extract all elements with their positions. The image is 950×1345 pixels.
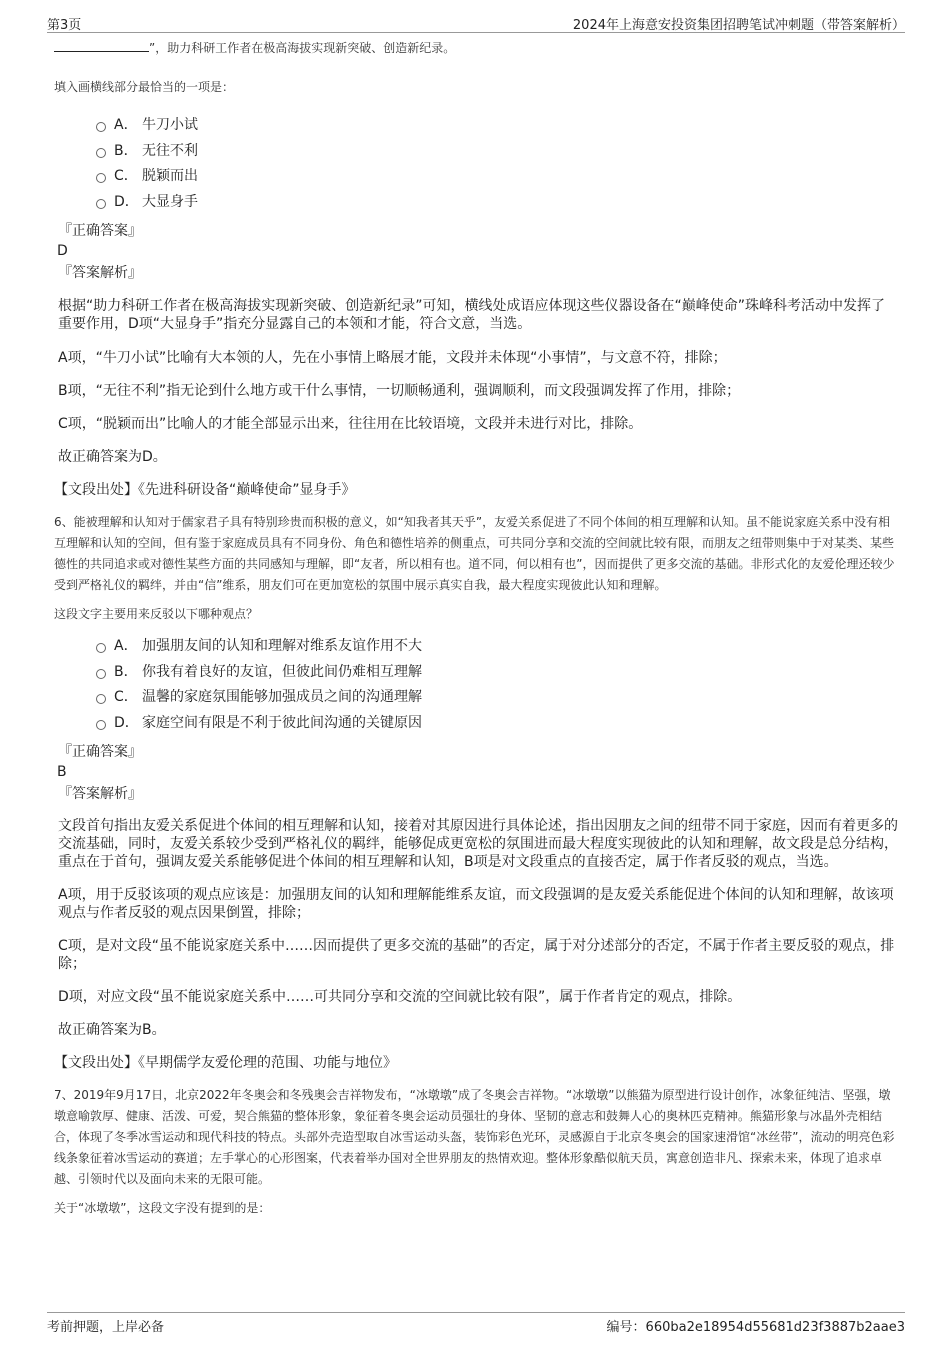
q5-analysis-p2: A项，“牛刀小试”比喻有大本领的人，先在小事情上略展才能，文段并未体现“小事情”，与文意不符，排除；: [58, 350, 727, 366]
q6-stem: 6、能被理解和认知对于儒家君子具有特别珍贵而积极的意义，如“知我者其天乎”，友爱关系促进了不同个体间的相互理解和认知。虽不能说家庭关系中没有相互理解和认知的空间，但有鉴于家庭成员具有不同身份、角色和德性培养的侧重点，可共同分享和交流的空间就比较有限，而朋友之纽带则集中于对某类、某些德性的共同追求或对德性某些方面的共同感知与理解，即“友者，所以相有也。道不同，何以相有也”，因而提供了更多交流的基础。非形式化的友爱伦理还较少受到严格礼仪的羁绊，并由“信”维系，朋友们可在更加宽松的氛围中展示真实自我，最大程度实现彼此认知和理解。: [54, 515, 895, 592]
radio-icon[interactable]: [96, 669, 106, 679]
q5-stem-continuation: ”，助力科研工作者在极高海拔实现新突破、创造新纪录。: [54, 38, 904, 59]
footer-slogan: 考前押题，上岸必备: [47, 1320, 165, 1335]
q5-prompt: 填入画横线部分最恰当的一项是：: [54, 80, 235, 94]
radio-icon[interactable]: [96, 199, 106, 209]
q7-prompt: 关于“冰墩墩”，这段文字没有提到的是：: [54, 1201, 271, 1215]
q6-prompt: 这段文字主要用来反驳以下哪种观点？: [54, 607, 259, 621]
page-number: 第3页: [47, 18, 82, 33]
q5-analysis-p4: C项，“脱颖而出”比喻人的才能全部显示出来，往往用在比较语境，文段并未进行对比，排除。: [58, 416, 643, 432]
radio-icon[interactable]: [96, 694, 106, 704]
q6-analysis-p2: A项，用于反驳该项的观点应该是：加强朋友间的认知和理解能维系友谊，而文段强调的是友爱关系能促进个体间的认知和理解，故该项观点与作者反驳的观点因果倒置，排除；: [58, 887, 894, 921]
q5-answer: D: [57, 243, 68, 259]
radio-icon[interactable]: [96, 643, 106, 653]
radio-icon[interactable]: [96, 173, 106, 183]
q6-analysis-p1: 文段首句指出友爱关系促进个体间的相互理解和认知，接着对其原因进行具体论述，指出因朋友之间的纽带不同于家庭，因而有着更多的交流基础，同时，友爱关系较少受到严格礼仪的羁绊，能够促成更宽松的氛围进而最大程度实现彼此的认知和理解，故文段是总分结构，重点在于首句，强调友爱关系能够促进个体间的相互理解和认知，B项是对文段重点的直接否定，属于作者反驳的观点，当选。: [58, 818, 898, 870]
q5-analysis-p1: 根据“助力科研工作者在极高海拔实现新突破、创造新纪录”可知，横线处成语应体现这些仪器设备在“巅峰使命”珠峰科考活动中发挥了重要作用，D项“大显身手”指充分显露自己的本领和才能，符合文意，当选。: [58, 298, 886, 332]
q6-option-a[interactable]: A． 加强朋友间的认知和理解对维系友谊作用不大: [96, 634, 904, 660]
radio-icon[interactable]: [96, 148, 106, 158]
q6-option-b[interactable]: B． 你我有着良好的友谊，但彼此间仍难相互理解: [96, 660, 904, 686]
q5-option-a[interactable]: A． 牛刀小试: [96, 113, 904, 139]
q5-analysis-label: 『答案解析』: [58, 265, 142, 281]
page-content: [54, 38, 904, 1216]
q5-options: [96, 113, 904, 215]
page-footer: [47, 1312, 905, 1333]
q6-analysis-p5: 故正确答案为B。: [58, 1022, 166, 1038]
q6-option-d[interactable]: D． 家庭空间有限是不利于彼此间沟通的关键原因: [96, 711, 904, 737]
document-id: 编号：660ba2e18954d55681d23f3887b2aae3: [606, 1320, 905, 1335]
q5-option-b[interactable]: B． 无往不利: [96, 139, 904, 165]
q6-source: 【文段出处】《早期儒学友爱伦理的范围、功能与地位》: [54, 1055, 397, 1071]
q5-analysis-p3: B项，“无往不利”指无论到什么地方或干什么事情，一切顺畅通利，强调顺利，而文段强调发挥了作用，排除；: [58, 383, 741, 399]
radio-icon[interactable]: [96, 122, 106, 132]
q6-options: [96, 634, 904, 736]
q5-option-c[interactable]: C． 脱颖而出: [96, 164, 904, 190]
q6-option-c[interactable]: C． 温馨的家庭氛围能够加强成员之间的沟通理解: [96, 685, 904, 711]
q6-answer-label: 『正确答案』: [58, 744, 142, 760]
q5-answer-label: 『正确答案』: [58, 223, 142, 239]
q7-stem: 7、2019年9月17日，北京2022年冬奥会和冬残奥会吉祥物发布，“冰墩墩”成了冬奥会吉祥物。“冰墩墩”以熊猫为原型进行设计创作，冰象征纯洁、坚强，墩墩意喻敦厚、健康、活泼、可爱，契合熊猫的整体形象，象征着冬奥会运动员强壮的身体、坚韧的意志和鼓舞人心的奥林匹克精神。熊猫形象与冰晶外壳相结合，体现了冬季冰雪运动和现代科技的特点。头部外壳造型取自冰雪运动头盔，装饰彩色光环，灵感源自于北京冬奥会的国家速滑馆“冰丝带”，流动的明亮色彩线条象征着冰雪运动的赛道；左手掌心的心形图案，代表着举办国对全世界朋友的热情欢迎。整体形象酷似航天员，寓意创造非凡、探索未来，体现了追求卓越、引领时代以及面向未来的无限可能。: [54, 1088, 895, 1186]
page-header: [47, 12, 905, 33]
radio-icon[interactable]: [96, 720, 106, 730]
q6-analysis-label: 『答案解析』: [58, 786, 142, 802]
q6-analysis-p4: D项，对应文段“虽不能说家庭关系中……可共同分享和交流的空间就比较有限”，属于作者肯定的观点，排除。: [58, 989, 742, 1005]
q5-option-d[interactable]: D． 大显身手: [96, 190, 904, 216]
q5-analysis-p5: 故正确答案为D。: [58, 449, 167, 465]
q5-source: 【文段出处】《先进科研设备“巅峰使命”显身手》: [54, 482, 356, 498]
q6-answer: B: [57, 764, 67, 780]
document-title: 2024年上海意安投资集团招聘笔试冲刺题（带答案解析）: [572, 18, 905, 33]
fill-blank-line: [54, 40, 149, 52]
q6-analysis-p3: C项，是对文段“虽不能说家庭关系中……因而提供了更多交流的基础”的否定，属于对分述部分的否定，不属于作者主要反驳的观点，排除；: [58, 938, 895, 972]
